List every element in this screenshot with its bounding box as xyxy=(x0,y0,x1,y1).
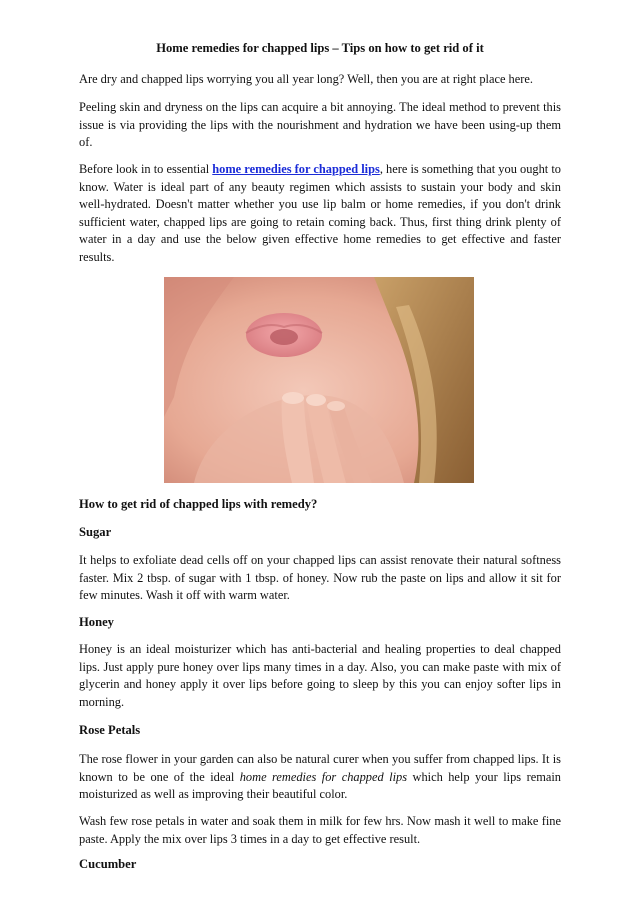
intro-paragraph-3-rest: , here is something that you ought to know. Water is ideal part of any beauty regimen which assists to sustain your body and skin well-hydrated. Doesn't matter whether you use lip balm or home remedies, if you don't drink sufficient water, chapped lips are going to retain coming back. Thus, first thing drink plenty of water in a day and use the below given effective home remedies to get effective and faster results. xyxy=(79,162,561,264)
honey-paragraph: Honey is an ideal moisturizer which has anti-bacterial and healing properties to deal chapped lips. Just apply pure honey over lips many times in a day. Also, you can make paste with mix of glycerin and honey apply it over lips before going to sleep by this you can enjoy softer lips in morning. xyxy=(79,642,561,709)
sugar-paragraph: It helps to exfoliate dead cells off on your chapped lips can assist renovate their natural softness faster. Mix 2 tbsp. of sugar with 1 tbsp. of honey. Now rub the paste on lips and allow it sit for few minutes. Wash it off with warm water. xyxy=(79,553,561,602)
rose-paragraph-start: The rose flower in your garden can also be natural curer when you suffer from chapped lips. It is known to be one of the ideal xyxy=(79,752,561,784)
lips-photo xyxy=(164,277,474,483)
cucumber-heading: Cucumber xyxy=(79,857,137,871)
honey-heading: Honey xyxy=(79,615,114,629)
intro-paragraph-3 xyxy=(79,161,561,266)
section-heading: How to get rid of chapped lips with remedy? xyxy=(79,497,318,511)
home-remedies-link[interactable]: home remedies for chapped lips xyxy=(212,162,380,176)
intro-paragraph-1: Are dry and chapped lips worrying you all year long? Well, then you are at right place here. xyxy=(79,72,533,86)
rose-petals-heading: Rose Petals xyxy=(79,723,141,737)
rose-petals-paragraph-1 xyxy=(79,751,561,804)
rose-paragraph-italic: home remedies for chapped lips xyxy=(239,769,408,784)
rose-petals-paragraph-2: Wash few rose petals in water and soak them in milk for few hrs. Now mash it well to make fine paste. Apply the mix over lips 3 times in a day to get effective result. xyxy=(79,814,561,846)
intro-paragraph-3-start: Before look in to essential xyxy=(79,162,213,176)
page-title: Home remedies for chapped lips – Tips on how to get rid of it xyxy=(156,41,484,55)
sugar-heading: Sugar xyxy=(79,525,112,539)
lips-photo-illustration xyxy=(164,277,474,483)
intro-paragraph-2: Peeling skin and dryness on the lips can acquire a bit annoying. The ideal method to prevent this issue is via providing the lips with the nourishment and hydration we have been using-up them of. xyxy=(79,100,561,149)
rose-paragraph-end: which help your lips remain moisturized as well as improving their beautiful color. xyxy=(79,769,561,801)
